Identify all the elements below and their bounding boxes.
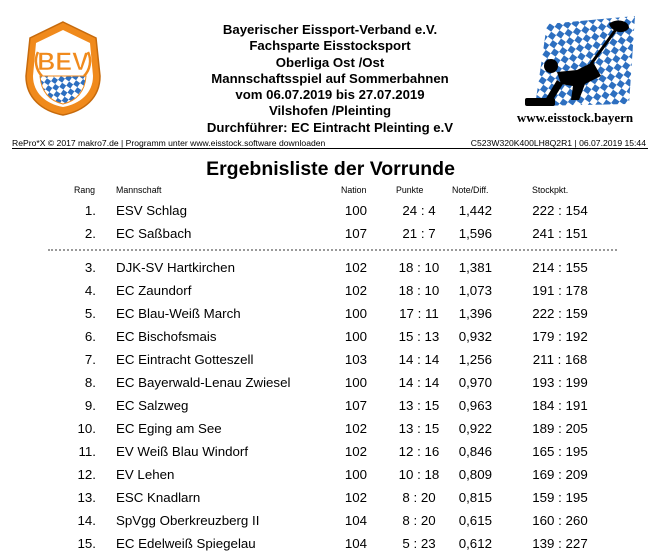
table-row bbox=[0, 325, 661, 348]
table-row bbox=[0, 532, 661, 555]
rank-cell: 11. bbox=[78, 444, 96, 459]
diff-cell: 0,612 bbox=[458, 536, 492, 551]
rank-cell: 1. bbox=[84, 203, 96, 218]
diff-cell: 0,932 bbox=[458, 329, 492, 344]
nation-cell: 102 bbox=[344, 260, 367, 275]
stock-cell: 222 : 159 bbox=[532, 306, 588, 321]
nation-cell: 107 bbox=[344, 398, 367, 413]
table-row bbox=[0, 509, 661, 532]
team-cell: ESV Schlag bbox=[116, 203, 187, 218]
diff-cell: 0,970 bbox=[458, 375, 492, 390]
table-row bbox=[0, 256, 661, 279]
nation-cell: 107 bbox=[344, 226, 367, 241]
diff-cell: 1,596 bbox=[458, 226, 492, 241]
rank-cell: 10. bbox=[77, 421, 96, 436]
table-row bbox=[0, 199, 661, 222]
diff-cell: 1,442 bbox=[458, 203, 492, 218]
points-cell: 14 : 14 bbox=[398, 375, 440, 390]
column-header-nation: Nation bbox=[341, 185, 367, 195]
stock-cell: 139 : 227 bbox=[532, 536, 588, 551]
rank-cell: 15. bbox=[77, 536, 96, 551]
rank-cell: 12. bbox=[77, 467, 96, 482]
stock-cell: 165 : 195 bbox=[532, 444, 588, 459]
stock-cell: 222 : 154 bbox=[532, 203, 588, 218]
header-line: vom 06.07.2019 bis 27.07.2019 bbox=[235, 87, 425, 103]
team-cell: EC Bayerwald-Lenau Zwiesel bbox=[116, 375, 291, 390]
rank-cell: 14. bbox=[77, 513, 96, 528]
table-row bbox=[0, 302, 661, 325]
stock-cell: 191 : 178 bbox=[532, 283, 588, 298]
team-cell: EC Eintracht Gotteszell bbox=[116, 352, 254, 367]
page-title: Ergebnisliste der Vorrunde bbox=[206, 158, 455, 180]
rank-cell: 5. bbox=[84, 306, 96, 321]
stock-cell: 189 : 205 bbox=[532, 421, 588, 436]
table-row bbox=[0, 371, 661, 394]
nation-cell: 103 bbox=[344, 352, 367, 367]
team-cell: SpVgg Oberkreuzberg II bbox=[116, 513, 260, 528]
table-row bbox=[0, 417, 661, 440]
diff-cell: 1,396 bbox=[458, 306, 492, 321]
header-line: Mannschaftsspiel auf Sommerbahnen bbox=[211, 70, 449, 86]
stock-cell: 184 : 191 bbox=[532, 398, 588, 413]
points-cell: 18 : 10 bbox=[398, 260, 440, 275]
header-line: Fachsparte Eisstocksport bbox=[249, 38, 411, 54]
table-row bbox=[0, 348, 661, 371]
rank-cell: 3. bbox=[84, 260, 96, 275]
points-cell: 12 : 16 bbox=[398, 444, 440, 459]
points-cell: 15 : 13 bbox=[398, 329, 440, 344]
rank-cell: 6. bbox=[84, 329, 96, 344]
team-cell: EC Zaundorf bbox=[116, 283, 192, 298]
points-cell: 24 : 4 bbox=[402, 203, 436, 218]
team-cell: EC Bischofsmais bbox=[116, 329, 217, 344]
stock-cell: 241 : 151 bbox=[532, 226, 588, 241]
team-cell: EV Weiß Blau Windorf bbox=[116, 444, 249, 459]
column-header-diff: Note/Diff. bbox=[452, 185, 489, 195]
column-header-stock: Stockpkt. bbox=[532, 185, 569, 195]
rank-cell: 13. bbox=[77, 490, 96, 505]
rank-cell: 2. bbox=[84, 226, 96, 241]
diff-cell: 0,922 bbox=[458, 421, 492, 436]
document-id: C523W320K400LH8Q2R1 | 06.07.2019 15:44 bbox=[470, 138, 646, 148]
diff-cell: 0,846 bbox=[458, 444, 492, 459]
header-line: Vilshofen /Pleinting bbox=[268, 103, 392, 119]
points-cell: 8 : 20 bbox=[402, 513, 436, 528]
team-cell: EV Lehen bbox=[116, 467, 175, 482]
points-cell: 18 : 10 bbox=[398, 283, 440, 298]
nation-cell: 102 bbox=[344, 444, 367, 459]
points-cell: 5 : 23 bbox=[402, 536, 436, 551]
rank-cell: 8. bbox=[84, 375, 96, 390]
rank-cell: 9. bbox=[84, 398, 96, 413]
points-cell: 8 : 20 bbox=[402, 490, 436, 505]
team-cell: EC Saßbach bbox=[116, 226, 192, 241]
diff-cell: 1,256 bbox=[458, 352, 492, 367]
table-row bbox=[0, 222, 661, 245]
meta-divider bbox=[12, 148, 648, 149]
software-credit: RePro*X © 2017 makro7.de | Programm unter www.eisstock.software downloaden bbox=[12, 138, 326, 148]
meta-bar bbox=[12, 138, 646, 148]
eisstock-bayern-logo bbox=[505, 14, 645, 126]
stock-cell: 214 : 155 bbox=[532, 260, 588, 275]
bev-logo-text: BEV bbox=[37, 48, 89, 76]
header-line: Durchführer: EC Eintracht Pleinting e.V bbox=[206, 119, 454, 135]
nation-cell: 104 bbox=[344, 536, 367, 551]
column-header-team: Mannschaft bbox=[116, 185, 162, 195]
points-cell: 17 : 11 bbox=[399, 306, 439, 321]
team-cell: ESC Knadlarn bbox=[116, 490, 201, 505]
table-row bbox=[0, 394, 661, 417]
points-cell: 14 : 14 bbox=[398, 352, 440, 367]
table-row bbox=[0, 279, 661, 302]
nation-cell: 102 bbox=[344, 421, 367, 436]
team-cell: DJK-SV Hartkirchen bbox=[116, 260, 235, 275]
table-row bbox=[0, 440, 661, 463]
team-cell: EC Edelweiß Spiegelau bbox=[116, 536, 256, 551]
diff-cell: 0,963 bbox=[458, 398, 492, 413]
stock-cell: 159 : 195 bbox=[532, 490, 588, 505]
stock-cell: 211 : 168 bbox=[532, 352, 588, 367]
nation-cell: 102 bbox=[344, 490, 367, 505]
diff-cell: 1,073 bbox=[458, 283, 492, 298]
table-row bbox=[0, 463, 661, 486]
rank-cell: 4. bbox=[84, 283, 96, 298]
points-cell: 10 : 18 bbox=[398, 467, 440, 482]
stock-cell: 193 : 199 bbox=[532, 375, 588, 390]
points-cell: 13 : 15 bbox=[398, 421, 440, 436]
diff-cell: 0,615 bbox=[458, 513, 492, 528]
table-row bbox=[0, 486, 661, 509]
nation-cell: 100 bbox=[344, 375, 367, 390]
eisstock-url: www.eisstock.bayern bbox=[516, 110, 634, 125]
nation-cell: 100 bbox=[344, 306, 367, 321]
rank-cell: 7. bbox=[84, 352, 96, 367]
column-header-points: Punkte bbox=[396, 185, 424, 195]
diff-cell: 0,809 bbox=[458, 467, 492, 482]
nation-cell: 104 bbox=[344, 513, 367, 528]
nation-cell: 100 bbox=[344, 467, 367, 482]
column-header-rang: Rang bbox=[74, 185, 96, 195]
event-header bbox=[110, 22, 550, 136]
team-cell: EC Eging am See bbox=[116, 421, 222, 436]
bev-logo bbox=[22, 18, 104, 118]
header-line: Bayerischer Eissport-Verband e.V. bbox=[222, 22, 438, 37]
diff-cell: 1,381 bbox=[458, 260, 492, 275]
points-cell: 21 : 7 bbox=[402, 226, 436, 241]
team-cell: EC Blau-Weiß March bbox=[116, 306, 241, 321]
points-cell: 13 : 15 bbox=[398, 398, 440, 413]
promotion-divider bbox=[0, 245, 661, 256]
stock-cell: 169 : 209 bbox=[532, 467, 588, 482]
stock-cell: 160 : 260 bbox=[532, 513, 588, 528]
results-table bbox=[0, 199, 661, 555]
stock-cell: 179 : 192 bbox=[532, 329, 588, 344]
nation-cell: 100 bbox=[344, 203, 367, 218]
nation-cell: 100 bbox=[344, 329, 367, 344]
diff-cell: 0,815 bbox=[458, 490, 492, 505]
nation-cell: 102 bbox=[344, 283, 367, 298]
header-line: Oberliga Ost /Ost bbox=[275, 54, 385, 70]
team-cell: EC Salzweg bbox=[116, 398, 189, 413]
